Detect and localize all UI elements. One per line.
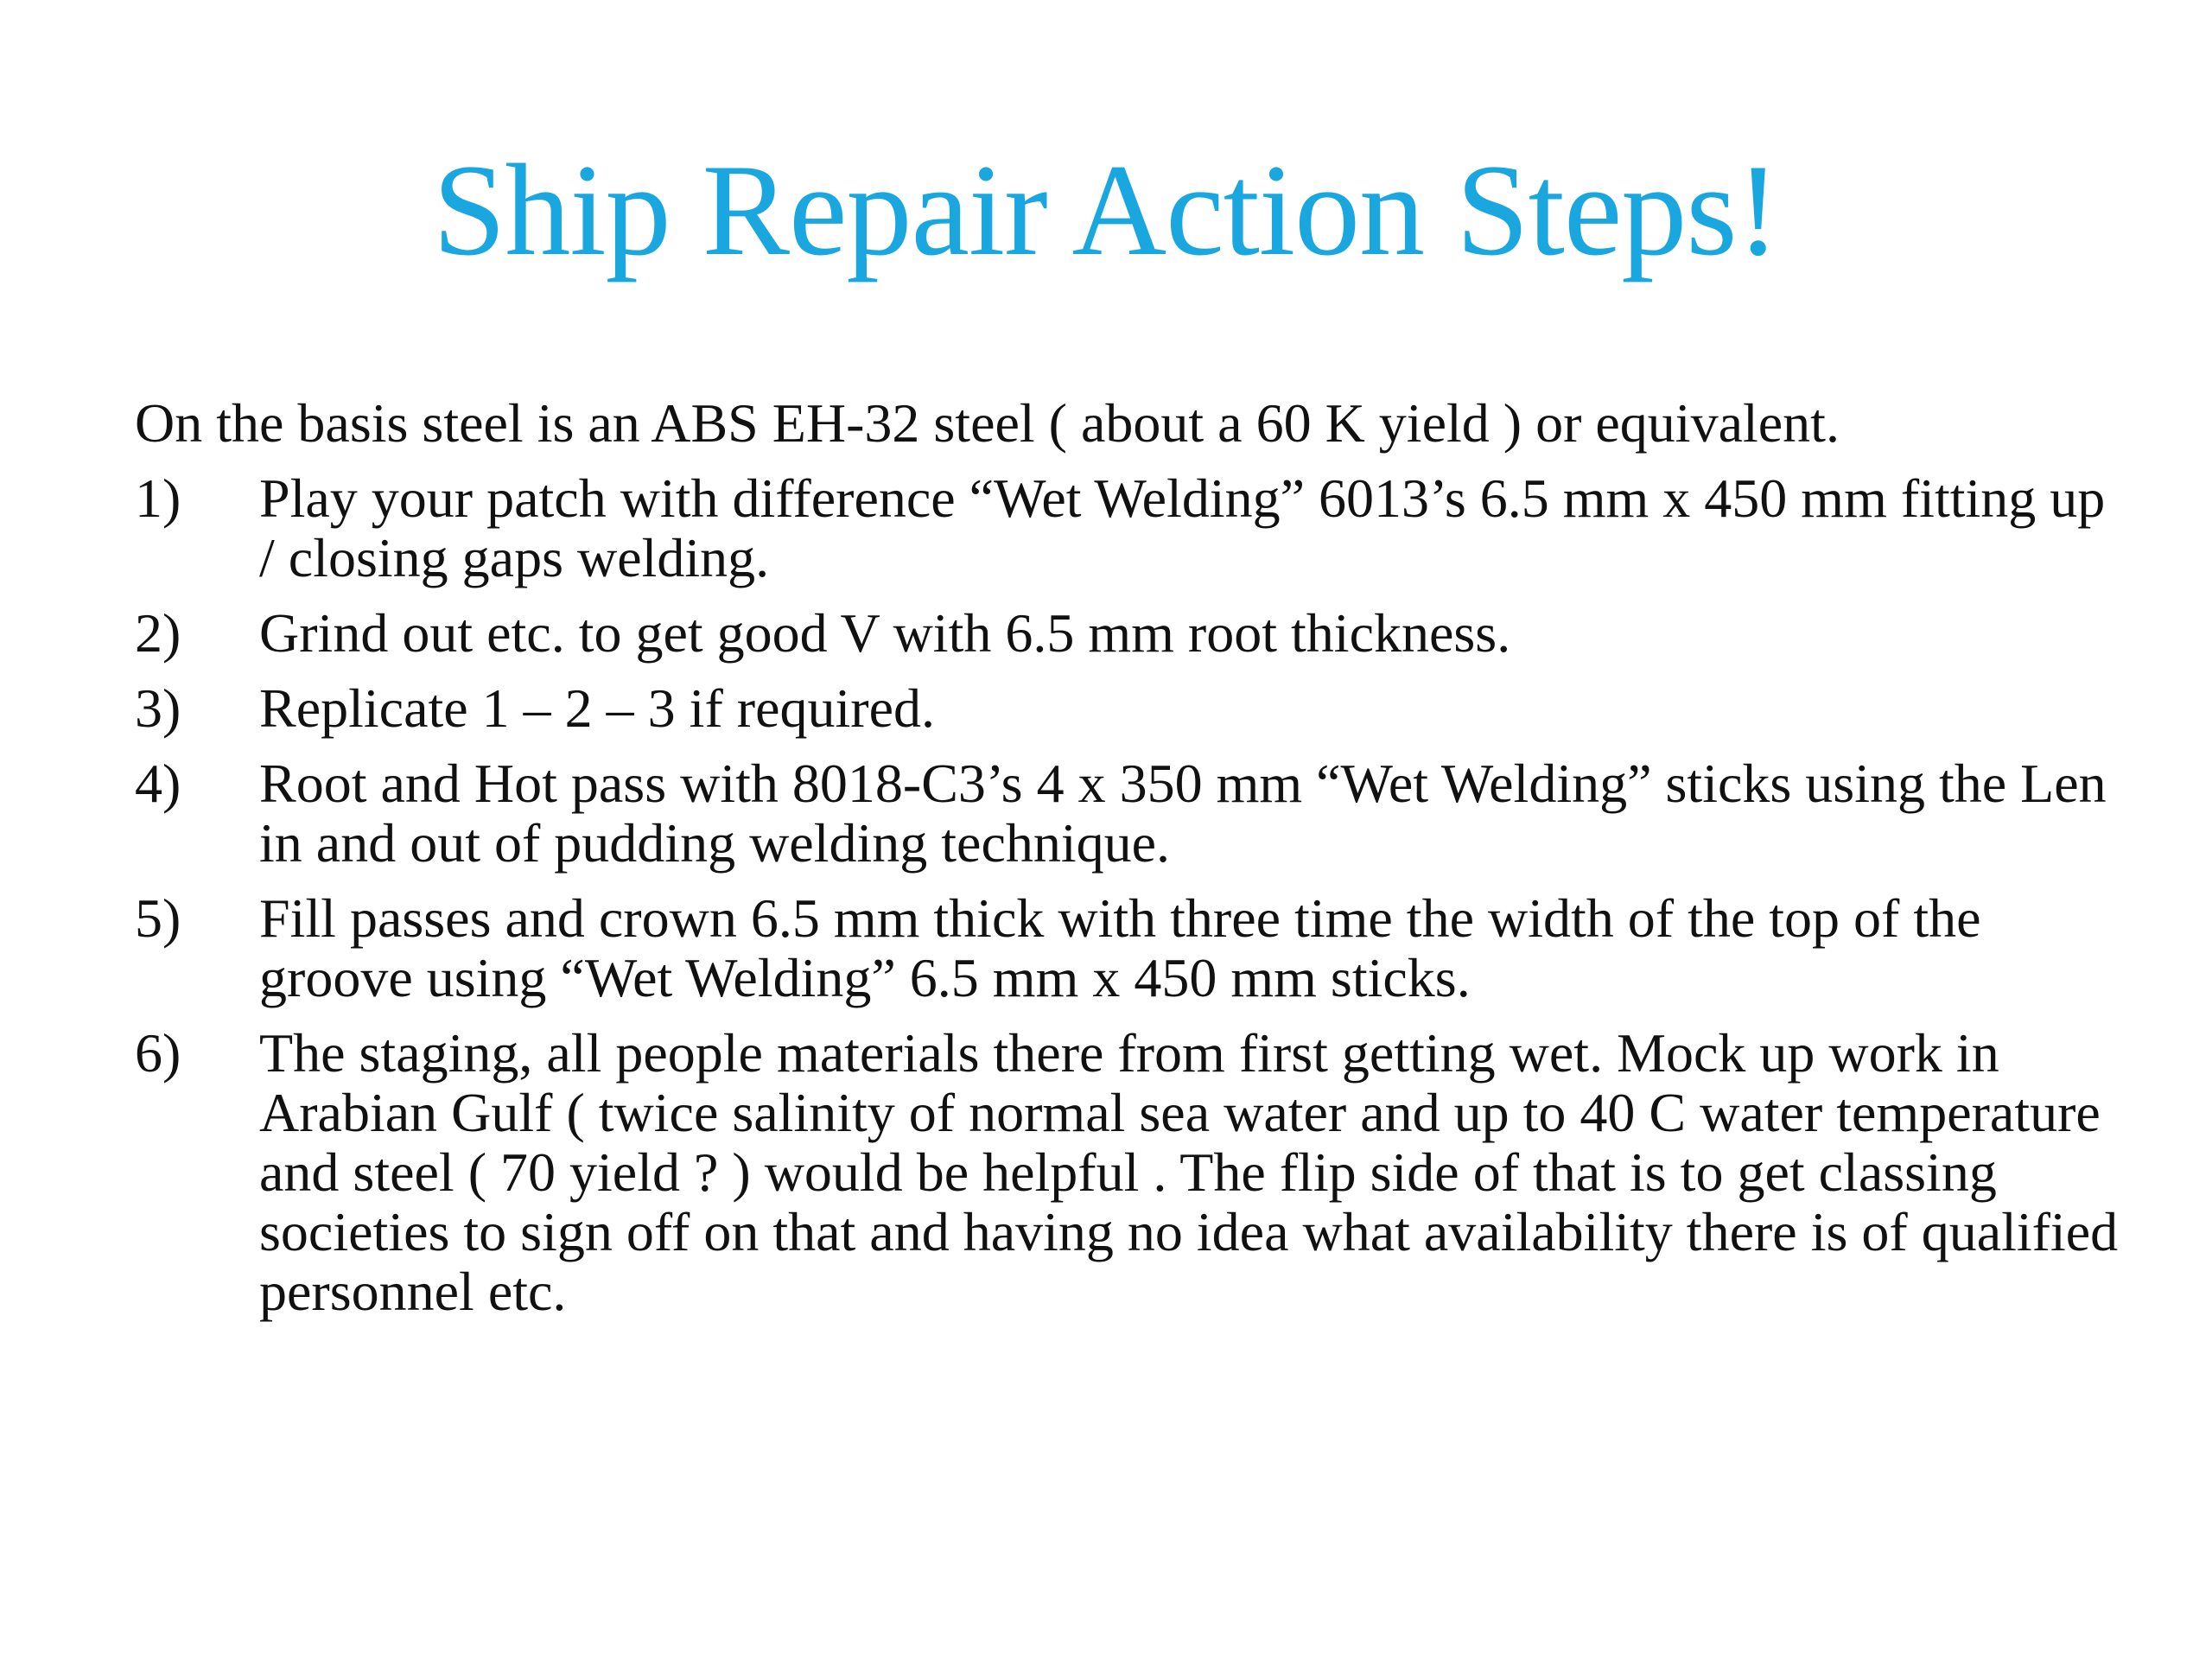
- step-number: 4): [135, 753, 181, 814]
- intro-text: On the basis steel is an ABS EH-32 steel ( about a 60 K yield ) or equivalent.: [135, 392, 1840, 454]
- step-text: Fill passes and crown 6.5 mm thick with three time the width of the top of the groove using “Wet Welding” 6.5 mm x 450 mm sticks.: [259, 887, 1981, 1008]
- step-item-3: [135, 678, 2122, 738]
- step-item-4: [135, 753, 2122, 873]
- slide-title: Ship Repair Action Steps!: [432, 137, 1780, 283]
- step-number: 6): [135, 1022, 181, 1084]
- step-text: Root and Hot pass with 8018-C3’s 4 x 350 mm “Wet Welding” sticks using the Len in and out of pudding welding technique.: [259, 753, 2107, 874]
- step-item-6: [135, 1023, 2122, 1321]
- step-text: Grind out etc. to get good V with 6.5 mm root thickness.: [259, 602, 1511, 664]
- step-number: 5): [135, 887, 181, 949]
- step-item-5: [135, 888, 2122, 1007]
- steps-list: [135, 468, 2122, 1321]
- step-item-1: [135, 468, 2122, 588]
- step-text: The staging, all people materials there from first getting wet. Mock up work in Arabian Gulf ( twice salinity of normal sea water and up to 40 C water temperature and steel ( 70 yield ? ) would be helpful . The flip side of that is to get classing societies to sign off on that and having no idea what availability there is of qualified personnel etc.: [259, 1022, 2119, 1322]
- slide-body: [135, 393, 2122, 1337]
- step-text: Replicate 1 – 2 – 3 if required.: [259, 677, 935, 739]
- step-number: 1): [135, 467, 181, 529]
- step-item-2: [135, 603, 2122, 663]
- step-text: Play your patch with difference “Wet Welding” 6013’s 6.5 mm x 450 mm fitting up / closing gaps welding.: [259, 467, 2106, 588]
- step-number: 3): [135, 677, 181, 739]
- step-number: 2): [135, 602, 181, 664]
